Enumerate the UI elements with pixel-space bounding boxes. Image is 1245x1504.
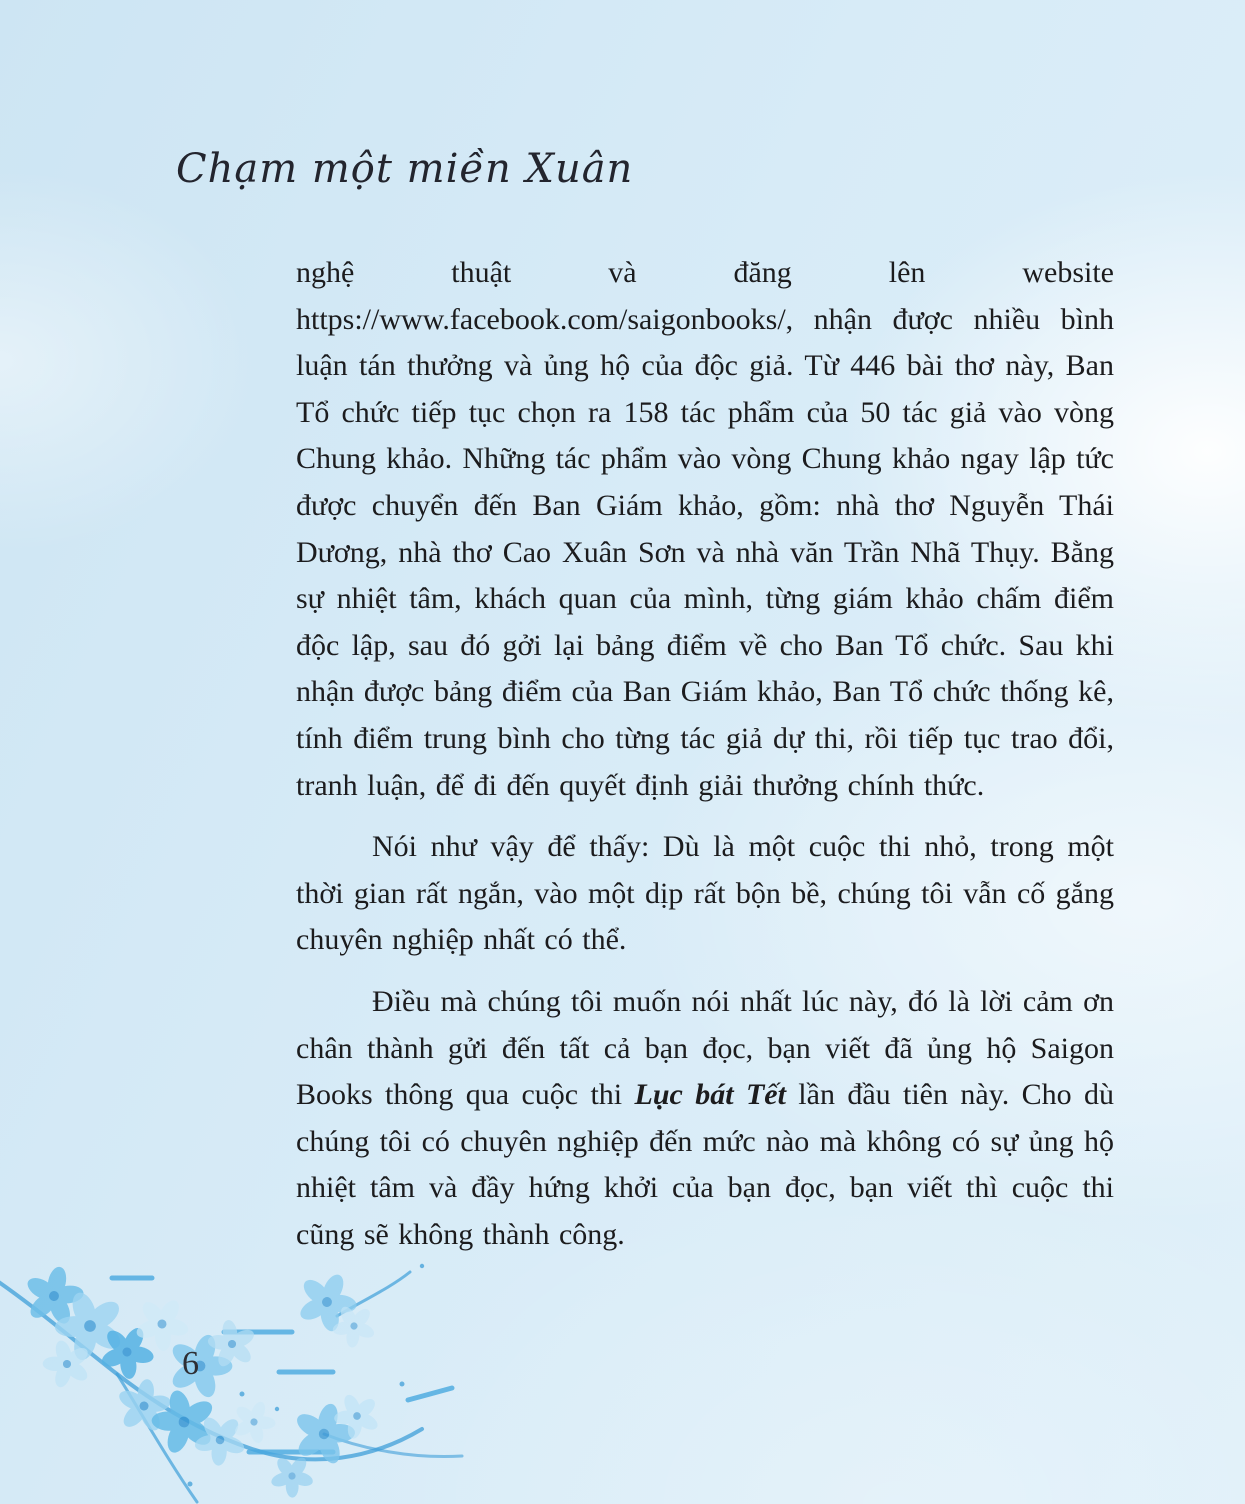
running-header-title: Chạm một miền Xuân	[176, 146, 634, 192]
paragraph: Nói như vậy để thấy: Dù là một cuộc thi nhỏ, trong một thời gian rất ngắn, vào một dịp rất bộn bề, chúng tôi vẫn cố gắng chuyên nghiệp nhất có thể.	[296, 830, 1114, 957]
paragraph-text: Điều mà chúng tôi muốn nói nhất lúc này, đó là lời cảm ơn chân thành gửi đến tất cả bạn đọc, bạn viết đã ủng hộ Saigon Books thông qua cuộc thi	[296, 984, 1114, 1112]
blossom-branch-decoration	[0, 1244, 592, 1504]
contest-name-emphasis: Lục bát Tết	[634, 1078, 786, 1112]
page-body-text	[296, 250, 1114, 1258]
page-number: 6	[182, 1345, 199, 1382]
paragraph	[296, 979, 1114, 1259]
paragraph: nghệ thuật và đăng lên website https://www.facebook.com/saigonbooks/, nhận được nhiều bình luận tán thưởng và ủng hộ của độc giả. Từ 446 bài thơ này, Ban Tổ chức tiếp tục chọn ra 158 tác phẩm của 50 tác giả vào vòng Chung khảo. Những tác phẩm vào vòng Chung khảo ngay lập tức được chuyển đến Ban Giám khảo, gồm: nhà thơ Nguyễn Thái Dương, nhà thơ Cao Xuân Sơn và nhà văn Trần Nhã Thụy. Bằng sự nhiệt tâm, khách quan của mình, từng giám khảo chấm điểm độc lập, sau đó gởi lại bảng điểm về cho Ban Tổ chức. Sau khi nhận được bảng điểm của Ban Giám khảo, Ban Tổ chức thống kê, tính điểm trung bình cho từng tác giả dự thi, rồi tiếp tục trao đổi, tranh luận, để đi đến quyết định giải thưởng chính thức.	[296, 256, 1114, 802]
paragraph-text: lần đầu tiên này. Cho dù chúng tôi có chuyên nghiệp đến mức nào mà không có sự ủng hộ nhiệt tâm và đầy hứng khởi của bạn đọc, bạn viết thì cuộc thi cũng sẽ không thành công.	[296, 1078, 1115, 1251]
